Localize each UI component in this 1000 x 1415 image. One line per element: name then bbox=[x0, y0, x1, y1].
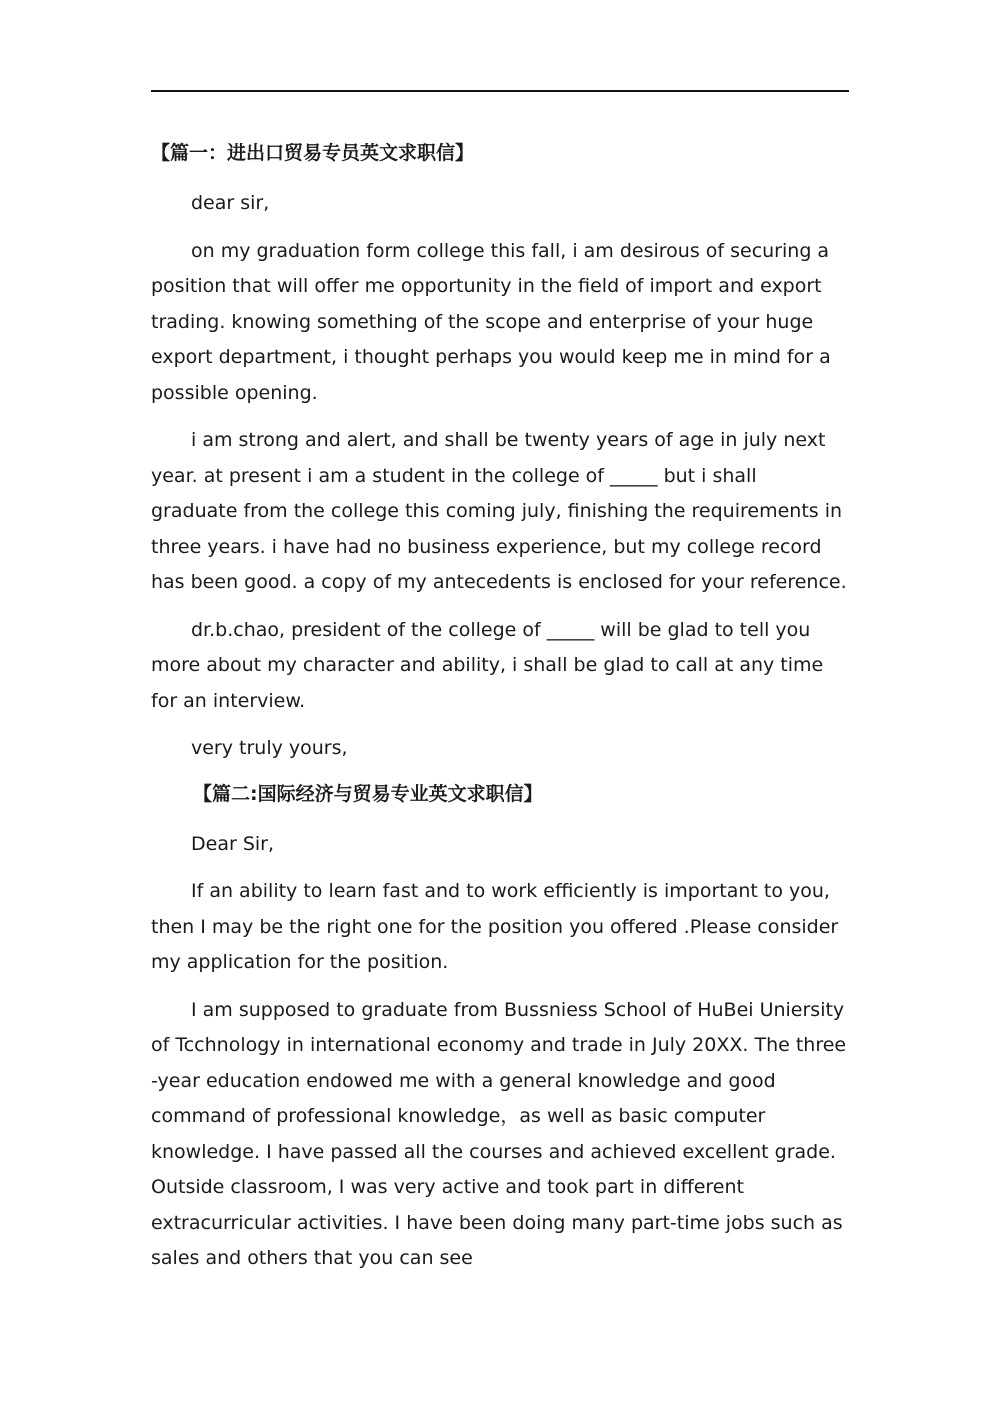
section1-paragraph-3: dr.b.chao, president of the college of _____ will be glad to tell you more about my character and ability, i shall be glad to call at any time for an interview. bbox=[151, 618, 824, 712]
section1-closing: very truly yours, bbox=[191, 737, 348, 759]
section2-heading: 【篇二:国际经济与贸易专业英文求职信】 bbox=[193, 782, 543, 805]
section1-salutation: dear sir, bbox=[191, 192, 270, 214]
section1-heading: 【篇一：进出口贸易专员英文求职信】 bbox=[151, 142, 475, 164]
section2-paragraph-1: If an ability to learn fast and to work efficiently is important to you, then I may be the right one for the position you offered .Please consider my application for the position. bbox=[151, 880, 839, 973]
section1-paragraph-1: on my graduation form college this fall, i am desirous of securing a position that will offer me opportunity in the field of import and export trading. knowing something of the scope and enterprise of your huge export department, i thought perhaps you would keep me in mind for a possible opening. bbox=[151, 239, 831, 404]
section1-paragraph-2: i am strong and alert, and shall be twenty years of age in july next year. at present i am a student in the college of _____ but i shall graduate from the college this coming july, finishing the requirements in three years. i have had no business experience, but my college record has been good. a copy of my antecedents is enclosed for your reference. bbox=[151, 429, 847, 593]
header-rule bbox=[151, 90, 849, 92]
document-body bbox=[151, 138, 849, 1289]
section2-paragraph-2: I am supposed to graduate from Bussniess School of HuBei Uniersity of Tcchnology in international economy and trade in July 20XX. The three -year education endowed me with a general knowledge and good command of professional knowledge，as well as basic computer knowledge. I have passed all the courses and achieved excellent grade. Outside classroom, I was very active and took part in different extracurricular activities. I have been doing many part-time jobs such as sales and others that you can see bbox=[151, 998, 847, 1269]
section2-salutation: Dear Sir, bbox=[191, 832, 275, 855]
